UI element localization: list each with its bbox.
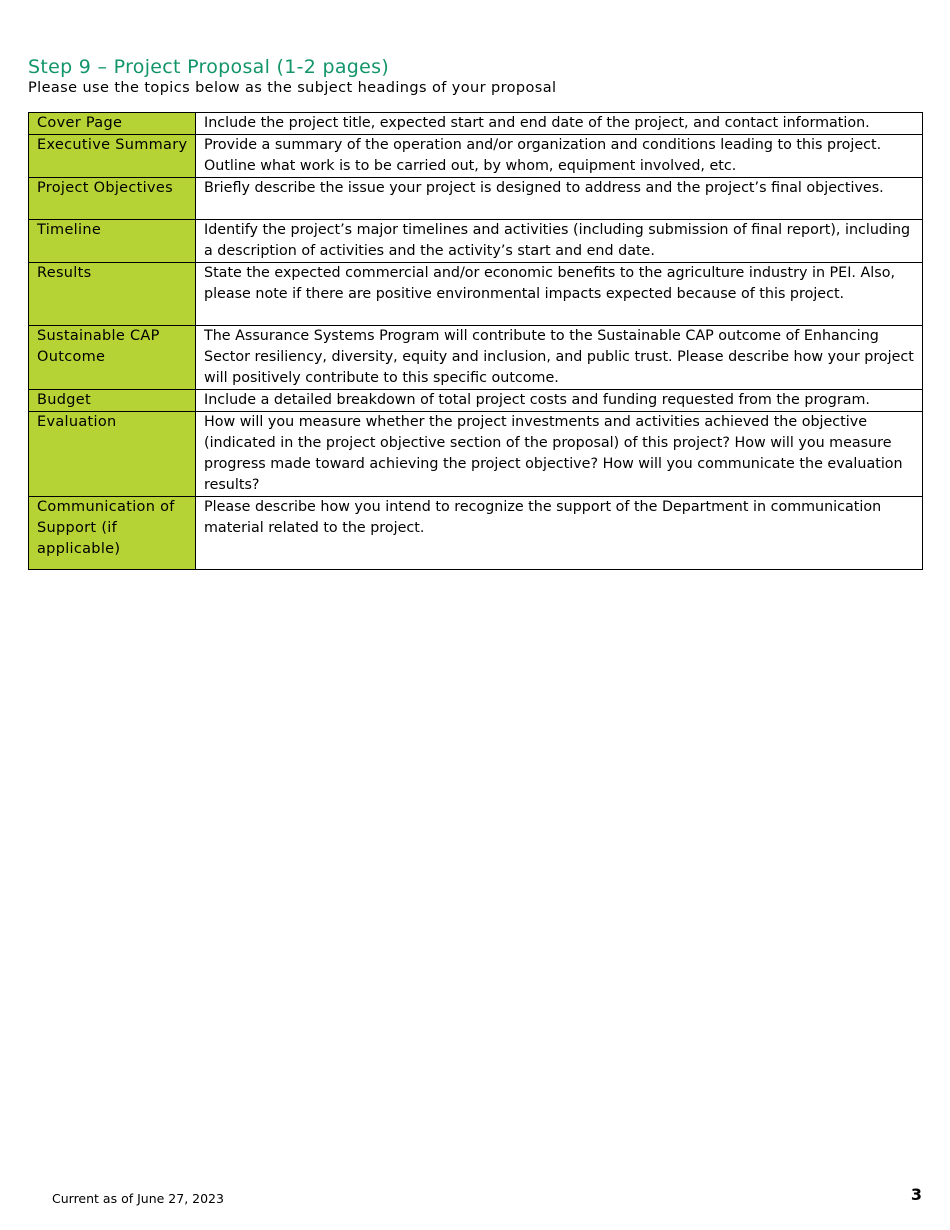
topic-name: Timeline (29, 220, 196, 263)
topic-description: How will you measure whether the project investments and activities achieved the objective (indicated in the project objective section of the proposal) of this project? How will you measure progress made toward achieving the project objective? How will you communicate the evaluation results? (196, 412, 923, 497)
topic-name: Results (29, 263, 196, 326)
topic-name: Evaluation (29, 412, 196, 497)
topic-description: State the expected commercial and/or economic benefits to the agriculture industry in PEI. Also, please note if there are positive environmental impacts expected because of this project. (196, 263, 923, 326)
table-row (29, 135, 923, 178)
topic-description: Include the project title, expected start and end date of the project, and contact information. (196, 113, 923, 135)
topic-description: Provide a summary of the operation and/or organization and conditions leading to this project. Outline what work is to be carried out, by whom, equipment involved, etc. (196, 135, 923, 178)
topic-name: Cover Page (29, 113, 196, 135)
proposal-topics-table (28, 112, 923, 570)
topic-name: Communication of Support (if applicable) (29, 497, 196, 570)
table-row (29, 178, 923, 220)
topic-name: Project Objectives (29, 178, 196, 220)
topic-description: Please describe how you intend to recognize the support of the Department in communication material related to the project. (196, 497, 923, 570)
topic-name: Executive Summary (29, 135, 196, 178)
topic-description: Identify the project’s major timelines and activities (including submission of final report), including a description of activities and the activity’s start and end date. (196, 220, 923, 263)
table-row (29, 263, 923, 326)
table-row (29, 497, 923, 570)
topic-name: Sustainable CAP Outcome (29, 326, 196, 390)
footer-date: Current as of June 27, 2023 (52, 1191, 224, 1206)
page-title: Step 9 – Project Proposal (1-2 pages) (28, 56, 390, 78)
table-row (29, 390, 923, 412)
table-row (29, 326, 923, 390)
topic-description: Briefly describe the issue your project is designed to address and the project’s final objectives. (196, 178, 923, 220)
topic-description: Include a detailed breakdown of total project costs and funding requested from the program. (196, 390, 923, 412)
topic-description: The Assurance Systems Program will contribute to the Sustainable CAP outcome of Enhancing Sector resiliency, diversity, equity and inclusion, and public trust. Please describe how your project will positively contribute to this specific outcome. (196, 326, 923, 390)
page-subtitle: Please use the topics below as the subject headings of your proposal (28, 80, 557, 96)
table-row (29, 220, 923, 263)
table-row (29, 412, 923, 497)
page-number: 3 (910, 1185, 922, 1204)
topic-name: Budget (29, 390, 196, 412)
table-row (29, 113, 923, 135)
